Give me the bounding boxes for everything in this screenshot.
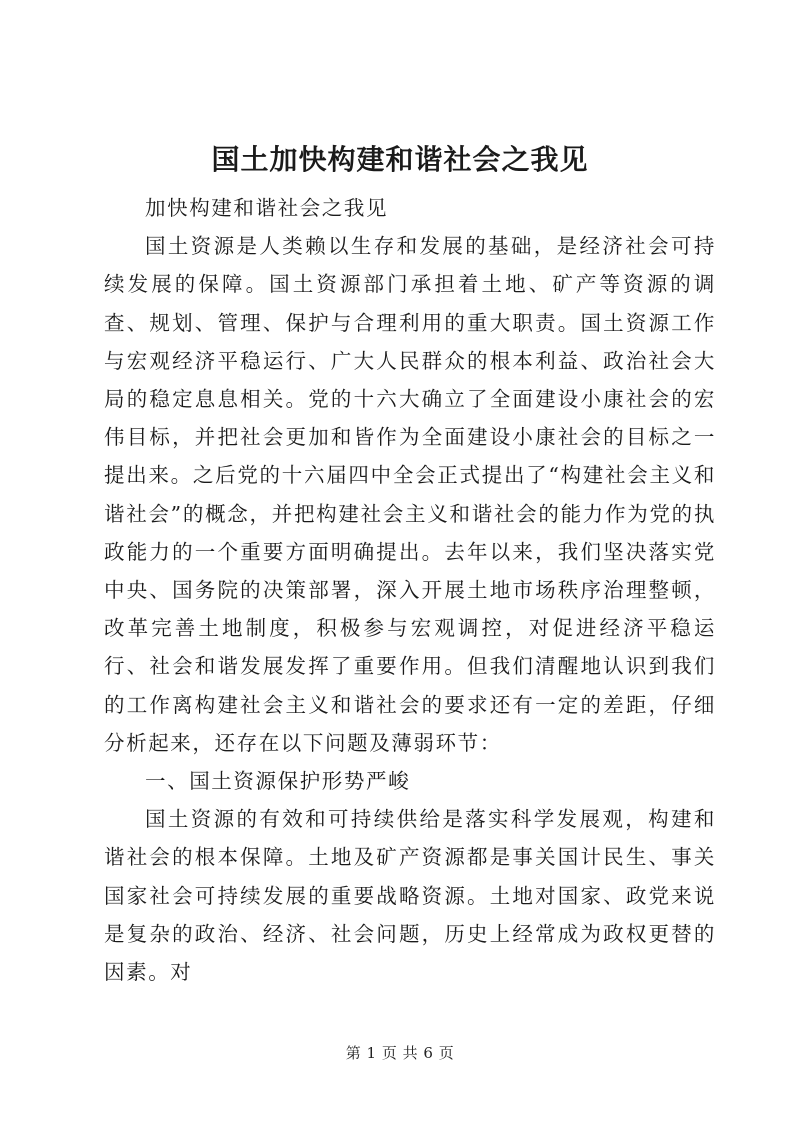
paragraph-intro: 国土资源是人类赖以生存和发展的基础，是经济社会可持续发展的保障。国土资源部门承担着土地、矿产等资源的调查、规划、管理、保护与合理利用的重大职责。国土资源工作与宏观经济平稳运行、广大人民群众的根本利益、政治社会大局的稳定息息相关。党的十六大确立了全面建设小康社会的宏伟目标，并把社会更加和皆作为全面建设小康社会的目标之一提出来。之后党的十六届四中全会正式提出了“构建社会主义和谐社会”的概念，并把构建社会主义和谐社会的能力作为党的执政能力的一个重要方面明确提出。去年以来，我们坚决落实党中央、国务院的决策部署，深入开展土地市场秩序治理整顿，改革完善土地制度，积极参与宏观调控，对促进经济平稳运行、社会和谐发展发挥了重要作用。但我们清醒地认识到我们的工作离构建社会主义和谐社会的要求还有一定的差距，仔细分析起来，还存在以下问题及薄弱环节：: [104, 234, 716, 755]
document-title: 国土加快构建和谐社会之我见: [211, 143, 589, 176]
section-heading: 一、国土资源保护形势严峻: [145, 769, 411, 794]
document-body: [104, 189, 716, 991]
paragraph-subtitle: 加快构建和谐社会之我见: [145, 196, 389, 220]
paragraph-section-1: 国土资源的有效和可持续供给是落实科学发展观，构建和谐社会的根本保障。土地及矿产资源都是事关国计民生、事关国家社会可持续发展的重要战略资源。土地对国家、政党来说是复杂的政治、经济、社会问题，历史上经常成为政权更替的因素。对: [104, 807, 716, 985]
page-number-footer: 第 1 页 共 6 页: [345, 1044, 455, 1062]
